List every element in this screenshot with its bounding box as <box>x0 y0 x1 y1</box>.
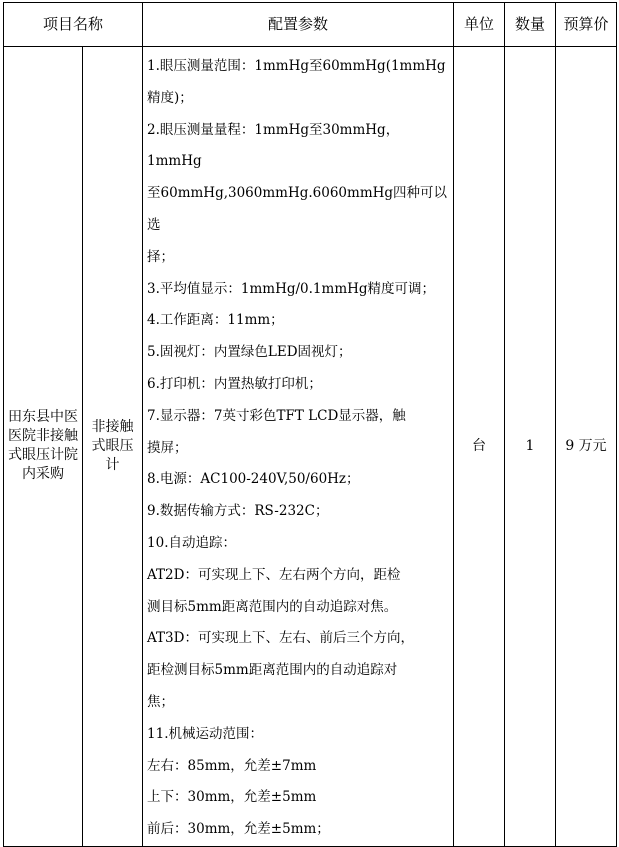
spec-line: 摸屏； <box>147 439 188 456</box>
spec-line: 至60mmHg,3060mmHg.6060mmHg四种可以选 <box>147 185 448 233</box>
header-spec: 配置参数 <box>143 3 454 47</box>
spec-line: 6.打印机：内置热敏打印机； <box>147 375 322 392</box>
table-row <box>4 47 617 847</box>
spec-line: 3.平均值显示：1mmHg/0.1mmHg精度可调； <box>147 280 436 297</box>
spec-line: AT2D：可实现上下、左右两个方向，距检 <box>147 566 401 583</box>
header-qty: 数量 <box>505 3 556 47</box>
spec-line: 7.显示器：7英寸彩色TFT LCD显示器，触 <box>147 407 406 424</box>
spec-line: 1.眼压测量范围：1mmHg至60mmHg(1mmHg <box>147 58 446 74</box>
qty-cell: 1 <box>505 47 556 847</box>
spec-line: 择； <box>147 248 175 265</box>
spec-line: 11.机械运动范围： <box>147 725 263 742</box>
header-item-name: 项目名称 <box>4 3 143 47</box>
spec-line: AT3D：可实现上下、左右、前后三个方向， <box>147 630 414 647</box>
procurement-table <box>3 2 617 847</box>
spec-line: 左右：85mm，允差±7mm <box>147 757 317 774</box>
spec-line: 10.自动追踪： <box>147 534 236 551</box>
spec-line: 精度)； <box>147 89 193 106</box>
spec-line: 2.眼压测量量程：1mmHg至30mmHg，1mmHg <box>147 121 400 170</box>
item-name-cell: 非接触式眼压计 <box>83 47 143 847</box>
spec-line: 上下：30mm，允差±5mm <box>147 789 317 806</box>
spec-line: 测目标5mm距离范围内的自动追踪对焦。 <box>147 598 398 615</box>
header-unit: 单位 <box>454 3 505 47</box>
header-budget: 预算价 <box>556 3 617 47</box>
unit-cell: 台 <box>454 47 505 847</box>
spec-line: 9.数据传输方式：RS-232C； <box>147 503 329 520</box>
spec-line: 距检测目标5mm距离范围内的自动追踪对 <box>147 662 398 679</box>
spec-line: 焦； <box>147 693 175 710</box>
header-row <box>4 3 617 47</box>
spec-line: 8.电源：AC100-240V,50/60Hz； <box>147 471 360 488</box>
spec-line: 5.固视灯：内置绿色LED固视灯； <box>147 344 352 361</box>
budget-cell: 9 万元 <box>556 47 617 847</box>
spec-line: 前后：30mm，允差±5mm； <box>147 821 330 838</box>
project-name-cell: 田东县中医医院非接触式眼压计院内采购 <box>4 47 83 847</box>
spec-cell <box>143 47 454 847</box>
spec-line: 4.工作距离：11mm； <box>147 312 284 329</box>
